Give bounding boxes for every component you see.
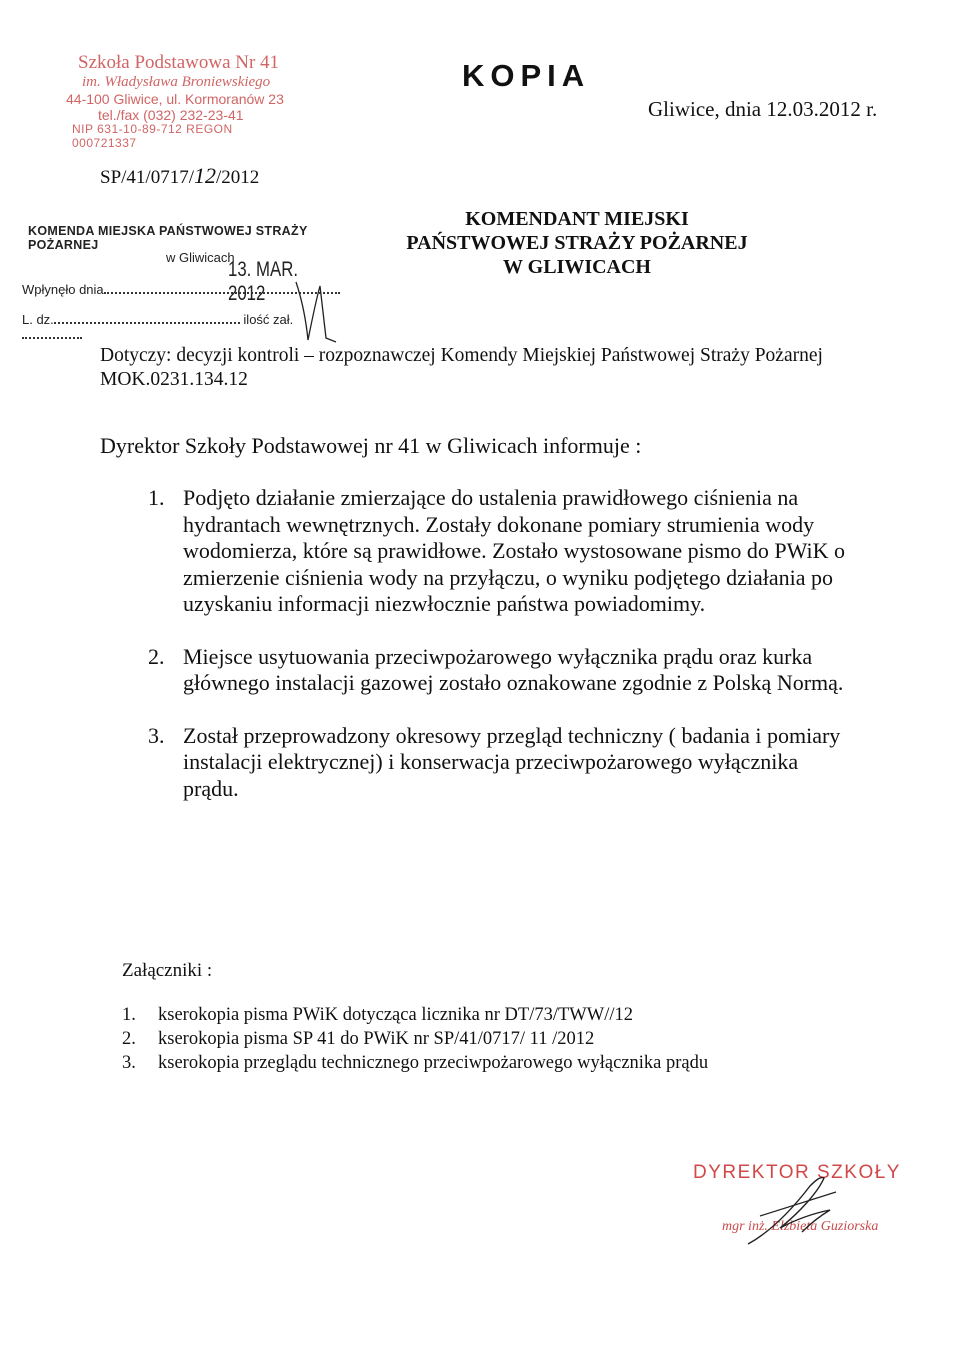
attachment-number: 2. <box>122 1029 136 1049</box>
addressee-line-3: W GLIWICACH <box>503 256 651 278</box>
director-stamp-title: DYREKTOR SZKOŁY <box>693 1162 901 1183</box>
attachment-item <box>122 1051 842 1075</box>
list-item-text: Został przeprowadzony okresowy przegląd techniczny ( badania i pomiary instalacji elektrycznej) i konserwacja przeciwpożarowego wyłącznika prądu. <box>183 722 841 801</box>
incoming-stamp-title: KOMENDA MIEJSKA PAŃSTWOWEJ STRAŻY POŻARNEJ <box>28 224 308 252</box>
incoming-stamp-date: 13. MAR. 2012 <box>228 258 299 305</box>
addressee <box>392 207 762 279</box>
school-stamp-name: Szkoła Podstawowa Nr 41 <box>78 52 280 73</box>
subject-case-number: MOK.0231.134.12 <box>100 369 248 390</box>
addressee-line-2: PAŃSTWOWEJ STRAŻY POŻARNEJ <box>406 232 748 254</box>
list-item-text: Podjęto działanie zmierzające do ustalenia prawidłowego ciśnienia na hydrantach wewnętrznych. Zostały dokonane pomiary strumienia wody wodomierza, które są prawidłowe. Zostało wystosowane pismo do PWiK o zmierzenie ciśnienia wody na przyłączu, o wyniku podjętego działania po uzyskaniu informacji niezwłocznie państwa powiadomimy. <box>183 485 846 616</box>
attachments-list <box>122 1003 842 1075</box>
intro-sentence: Dyrektor Szkoły Podstawowej nr 41 w Gliwicach informuje : <box>100 433 642 458</box>
subject-text: Dotyczy: decyzji kontroli – rozpoznawczej Komendy Miejskiej Państwowej Straży Pożarnej <box>100 345 823 366</box>
list-item-text: Miejsce usytuowania przeciwpożarowego wyłącznika prądu oraz kurka głównego instalacji gazowej zostało oznakowane zgodnie z Polską Normą. <box>183 643 844 695</box>
list-item <box>148 723 858 803</box>
addressee-line-1: KOMENDANT MIEJSKI <box>465 208 689 230</box>
list-item-number: 1. <box>148 485 165 510</box>
attachment-number: 1. <box>122 1005 136 1025</box>
initials-signature <box>292 280 340 352</box>
attachments-count-dots <box>22 327 82 339</box>
reference-number <box>100 163 259 189</box>
incoming-stamp <box>22 224 368 327</box>
attachment-item <box>122 1027 842 1051</box>
document-date: Gliwice, dnia 12.03.2012 r. <box>648 97 878 121</box>
list-item-number: 2. <box>148 643 165 669</box>
attachment-text: kserokopia pisma SP 41 do PWiK nr SP/41/0717/ 11 /2012 <box>158 1029 595 1049</box>
ldz-label: L. dz. <box>22 312 54 327</box>
incoming-stamp-city: w Gliwicach <box>166 250 235 265</box>
school-stamp <box>60 52 300 151</box>
director-signature <box>740 1172 850 1252</box>
subject-line <box>100 344 900 392</box>
attachments-heading: Załączniki : <box>122 960 213 981</box>
attachment-text: kserokopia pisma PWiK dotycząca licznika nr DT/73/TWW//12 <box>158 1005 633 1025</box>
list-item <box>148 644 858 697</box>
reference-prefix: SP/41/0717/ <box>100 167 194 188</box>
reference-handwritten: 12 <box>193 163 216 188</box>
attachment-item <box>122 1003 842 1027</box>
ldz-dots <box>54 312 240 324</box>
reference-suffix: /2012 <box>215 167 260 188</box>
attachments-count-label: ilość zał. <box>243 312 294 327</box>
copy-mark: KOPIA <box>462 58 591 93</box>
attachment-text: kserokopia przeglądu technicznego przeciwpożarowego wyłącznika prądu <box>158 1053 709 1073</box>
information-list <box>148 485 858 828</box>
school-stamp-address: 44-100 Gliwice, ul. Kormoranów 23 <box>66 91 284 108</box>
school-stamp-patron: im. Władysława Broniewskiego <box>82 73 271 90</box>
list-item <box>148 485 858 618</box>
school-stamp-phone: tel./fax (032) 232-23-41 <box>98 107 244 124</box>
list-item-number: 3. <box>148 722 165 748</box>
director-stamp-name: mgr inż. Elżbieta Guziorska <box>722 1219 879 1234</box>
school-stamp-ids: NIP 631-10-89-712 REGON 000721337 <box>72 122 233 151</box>
attachment-number: 3. <box>122 1053 136 1073</box>
received-label: Wpłynęło dnia <box>22 282 104 297</box>
